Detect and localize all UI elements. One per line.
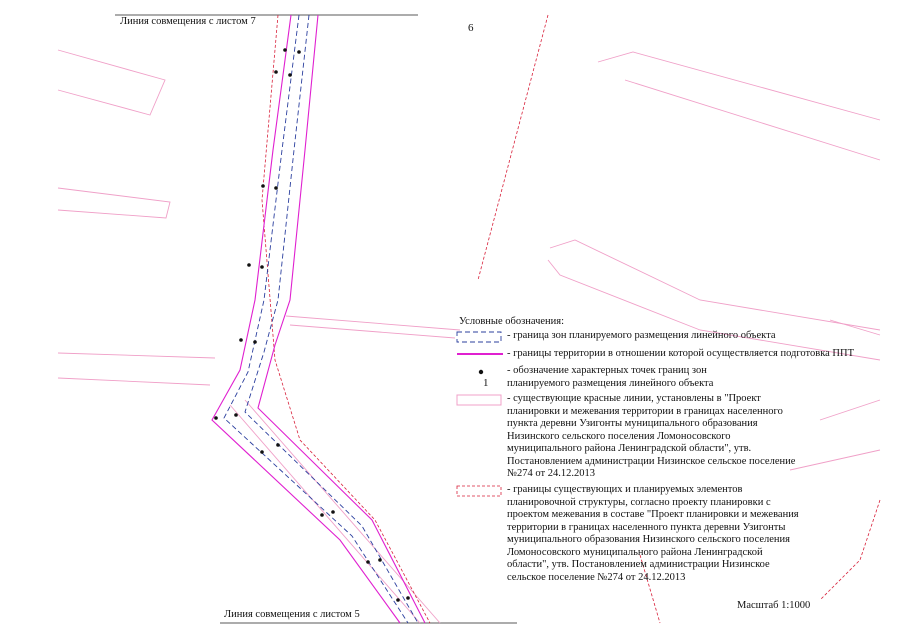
- top-match-line-label: Линия совмещения с листом 7: [120, 16, 256, 27]
- bottom-match-line-label: Линия совмещения с листом 5: [224, 609, 360, 620]
- legend-text-red-lines: - существующие красные линии, установлены в "Проект планировки и межевания территории в границах населенного пункта деревни Узигонты муниципального образования Низинского сельского поселения Ломоносовского муниципального района Ленинградской области", утв. Постановлением администрации Низинское сельское поселение №274 от 24.12.2013: [507, 393, 796, 479]
- scale-label: Масштаб 1:1000: [737, 600, 811, 611]
- legend-text-ppt-boundary: - границы территории в отношении которой осуществляется подготовка ППТ: [507, 348, 855, 359]
- legend-item-planning-elements: [455, 484, 895, 588]
- legend-item-ppt-boundary: [455, 348, 895, 365]
- red-dashed-box-icon: [455, 484, 505, 500]
- magenta-line-icon: [455, 348, 505, 362]
- point-marker-label: 1: [483, 377, 489, 389]
- legend-text-planning-elements: - границы существующих и планируемых элементов планировочной структуры, согласно проекту планировки с проектом межевания в составе "Проект планировки и межевания территории в границах населенного пункта деревни Узигонты муниципального образования Низинского сельского поселения Ломоносовского муниципального района Ленинградской области", утв. Постановлением администрации Низинское сельское поселение №274 от 24.12.2013: [507, 484, 799, 583]
- legend-item-zone-boundary: [455, 330, 895, 348]
- legend-text-points: - обозначение характерных точек границ зон планируемого размещения линейного объекта: [507, 365, 714, 389]
- legend-title: Условные обозначения:: [459, 316, 565, 327]
- legend-text-zone-boundary: - граница зон планируемого размещения линейного объекта: [507, 330, 776, 341]
- blue-dashed-box-icon: [455, 330, 505, 346]
- legend: [455, 316, 895, 588]
- sheet-number: 6: [468, 22, 474, 34]
- legend-item-red-lines: [455, 393, 895, 484]
- legend-item-points: [455, 365, 895, 393]
- characteristic-points: [214, 48, 410, 602]
- pink-box-icon: [455, 393, 505, 409]
- point-marker-icon: [455, 365, 505, 391]
